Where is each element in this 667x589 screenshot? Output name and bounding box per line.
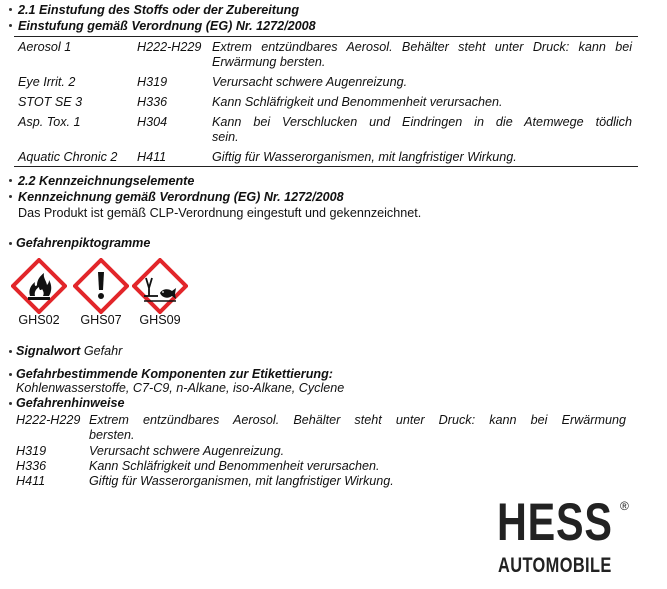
classification-category: Aquatic Chronic 2	[18, 150, 118, 164]
hazard-code: H336	[16, 459, 47, 473]
bullet	[9, 373, 12, 376]
classification-text: Kann Schläfrigkeit und Benommenheit verursachen.	[212, 95, 503, 109]
classification-code: H304	[137, 115, 168, 129]
classification-code: H222-H229	[137, 40, 202, 54]
classification-text: Extrem entzündbares Aerosol. Behälter steht unter Druck: kann bei	[212, 40, 632, 54]
classification-category: Asp. Tox. 1	[18, 115, 81, 129]
pictogram-label: GHS07	[80, 313, 122, 327]
clp-note: Das Produkt ist gemäß CLP-Verordnung eingestuft und gekennzeichnet.	[18, 206, 422, 220]
hazard-text: Extrem entzündbares Aerosol. Behälter steht unter Druck: kann bei Erwärmung	[89, 413, 626, 427]
table-top-rule	[14, 36, 638, 37]
hazard-statements-heading: Gefahrenhinweise	[16, 396, 125, 410]
signal-word-value: Gefahr	[83, 344, 123, 358]
section-2-2-heading: 2.2 Kennzeichnungselemente	[18, 174, 195, 188]
components-value: Kohlenwasserstoffe, C7-C9, n-Alkane, iso-Alkane, Cyclene	[16, 381, 345, 395]
classification-category: Aerosol 1	[18, 40, 72, 54]
section-2-1-subheading: Einstufung gemäß Verordnung (EG) Nr. 1272/2008	[18, 19, 316, 33]
logo-tagline: AUTOMOBILE	[498, 554, 612, 577]
hazard-text: Giftig für Wasserorganismen, mit langfristiger Wirkung.	[89, 474, 394, 488]
environment-icon	[132, 258, 188, 314]
classification-text: Kann bei Verschlucken und Eindringen in die Atemwege tödlich	[212, 115, 632, 129]
hazard-code: H222-H229	[16, 413, 81, 427]
hazard-text: Kann Schläfrigkeit und Benommenheit verursachen.	[89, 459, 380, 473]
classification-text: Verursacht schwere Augenreizung.	[212, 75, 408, 89]
components-heading: Gefahrbestimmende Komponenten zur Etikettierung:	[16, 367, 333, 381]
bullet	[9, 195, 12, 198]
bullet	[9, 350, 12, 353]
classification-text-cont: Erwärmung bersten.	[212, 55, 326, 69]
section-2-2-subheading: Kennzeichnung gemäß Verordnung (EG) Nr. 1272/2008	[18, 190, 344, 204]
section-2-1-heading: 2.1 Einstufung des Stoffs oder der Zubereitung	[18, 3, 300, 17]
pictogram-label: GHS09	[139, 313, 181, 327]
classification-code: H336	[137, 95, 168, 109]
pictogram-label: GHS02	[18, 313, 60, 327]
bullet	[9, 402, 12, 405]
classification-text-cont: sein.	[212, 130, 239, 144]
classification-text: Giftig für Wasserorganismen, mit langfristiger Wirkung.	[212, 150, 517, 164]
bullet	[9, 242, 12, 245]
signal-word-label: Signalwort	[16, 344, 81, 358]
signal-word-line	[16, 344, 122, 359]
bullet	[9, 179, 12, 182]
flame-icon	[11, 258, 67, 314]
pictograms-heading: Gefahrenpiktogramme	[16, 236, 151, 250]
classification-code: H411	[137, 150, 167, 164]
hazard-text: Verursacht schwere Augenreizung.	[89, 444, 285, 458]
hazard-text-cont: bersten.	[89, 428, 135, 442]
classification-category: STOT SE 3	[18, 95, 83, 109]
hazard-code: H411	[16, 474, 46, 488]
hazard-code: H319	[16, 444, 47, 458]
logo-registered-mark: ®	[620, 499, 629, 513]
table-bottom-rule	[14, 166, 638, 167]
classification-category: Eye Irrit. 2	[18, 75, 76, 89]
logo-wordmark: HESS	[497, 493, 613, 552]
bullet	[9, 8, 12, 11]
classification-code: H319	[137, 75, 168, 89]
exclamation-icon	[73, 258, 129, 314]
bullet	[9, 24, 12, 27]
